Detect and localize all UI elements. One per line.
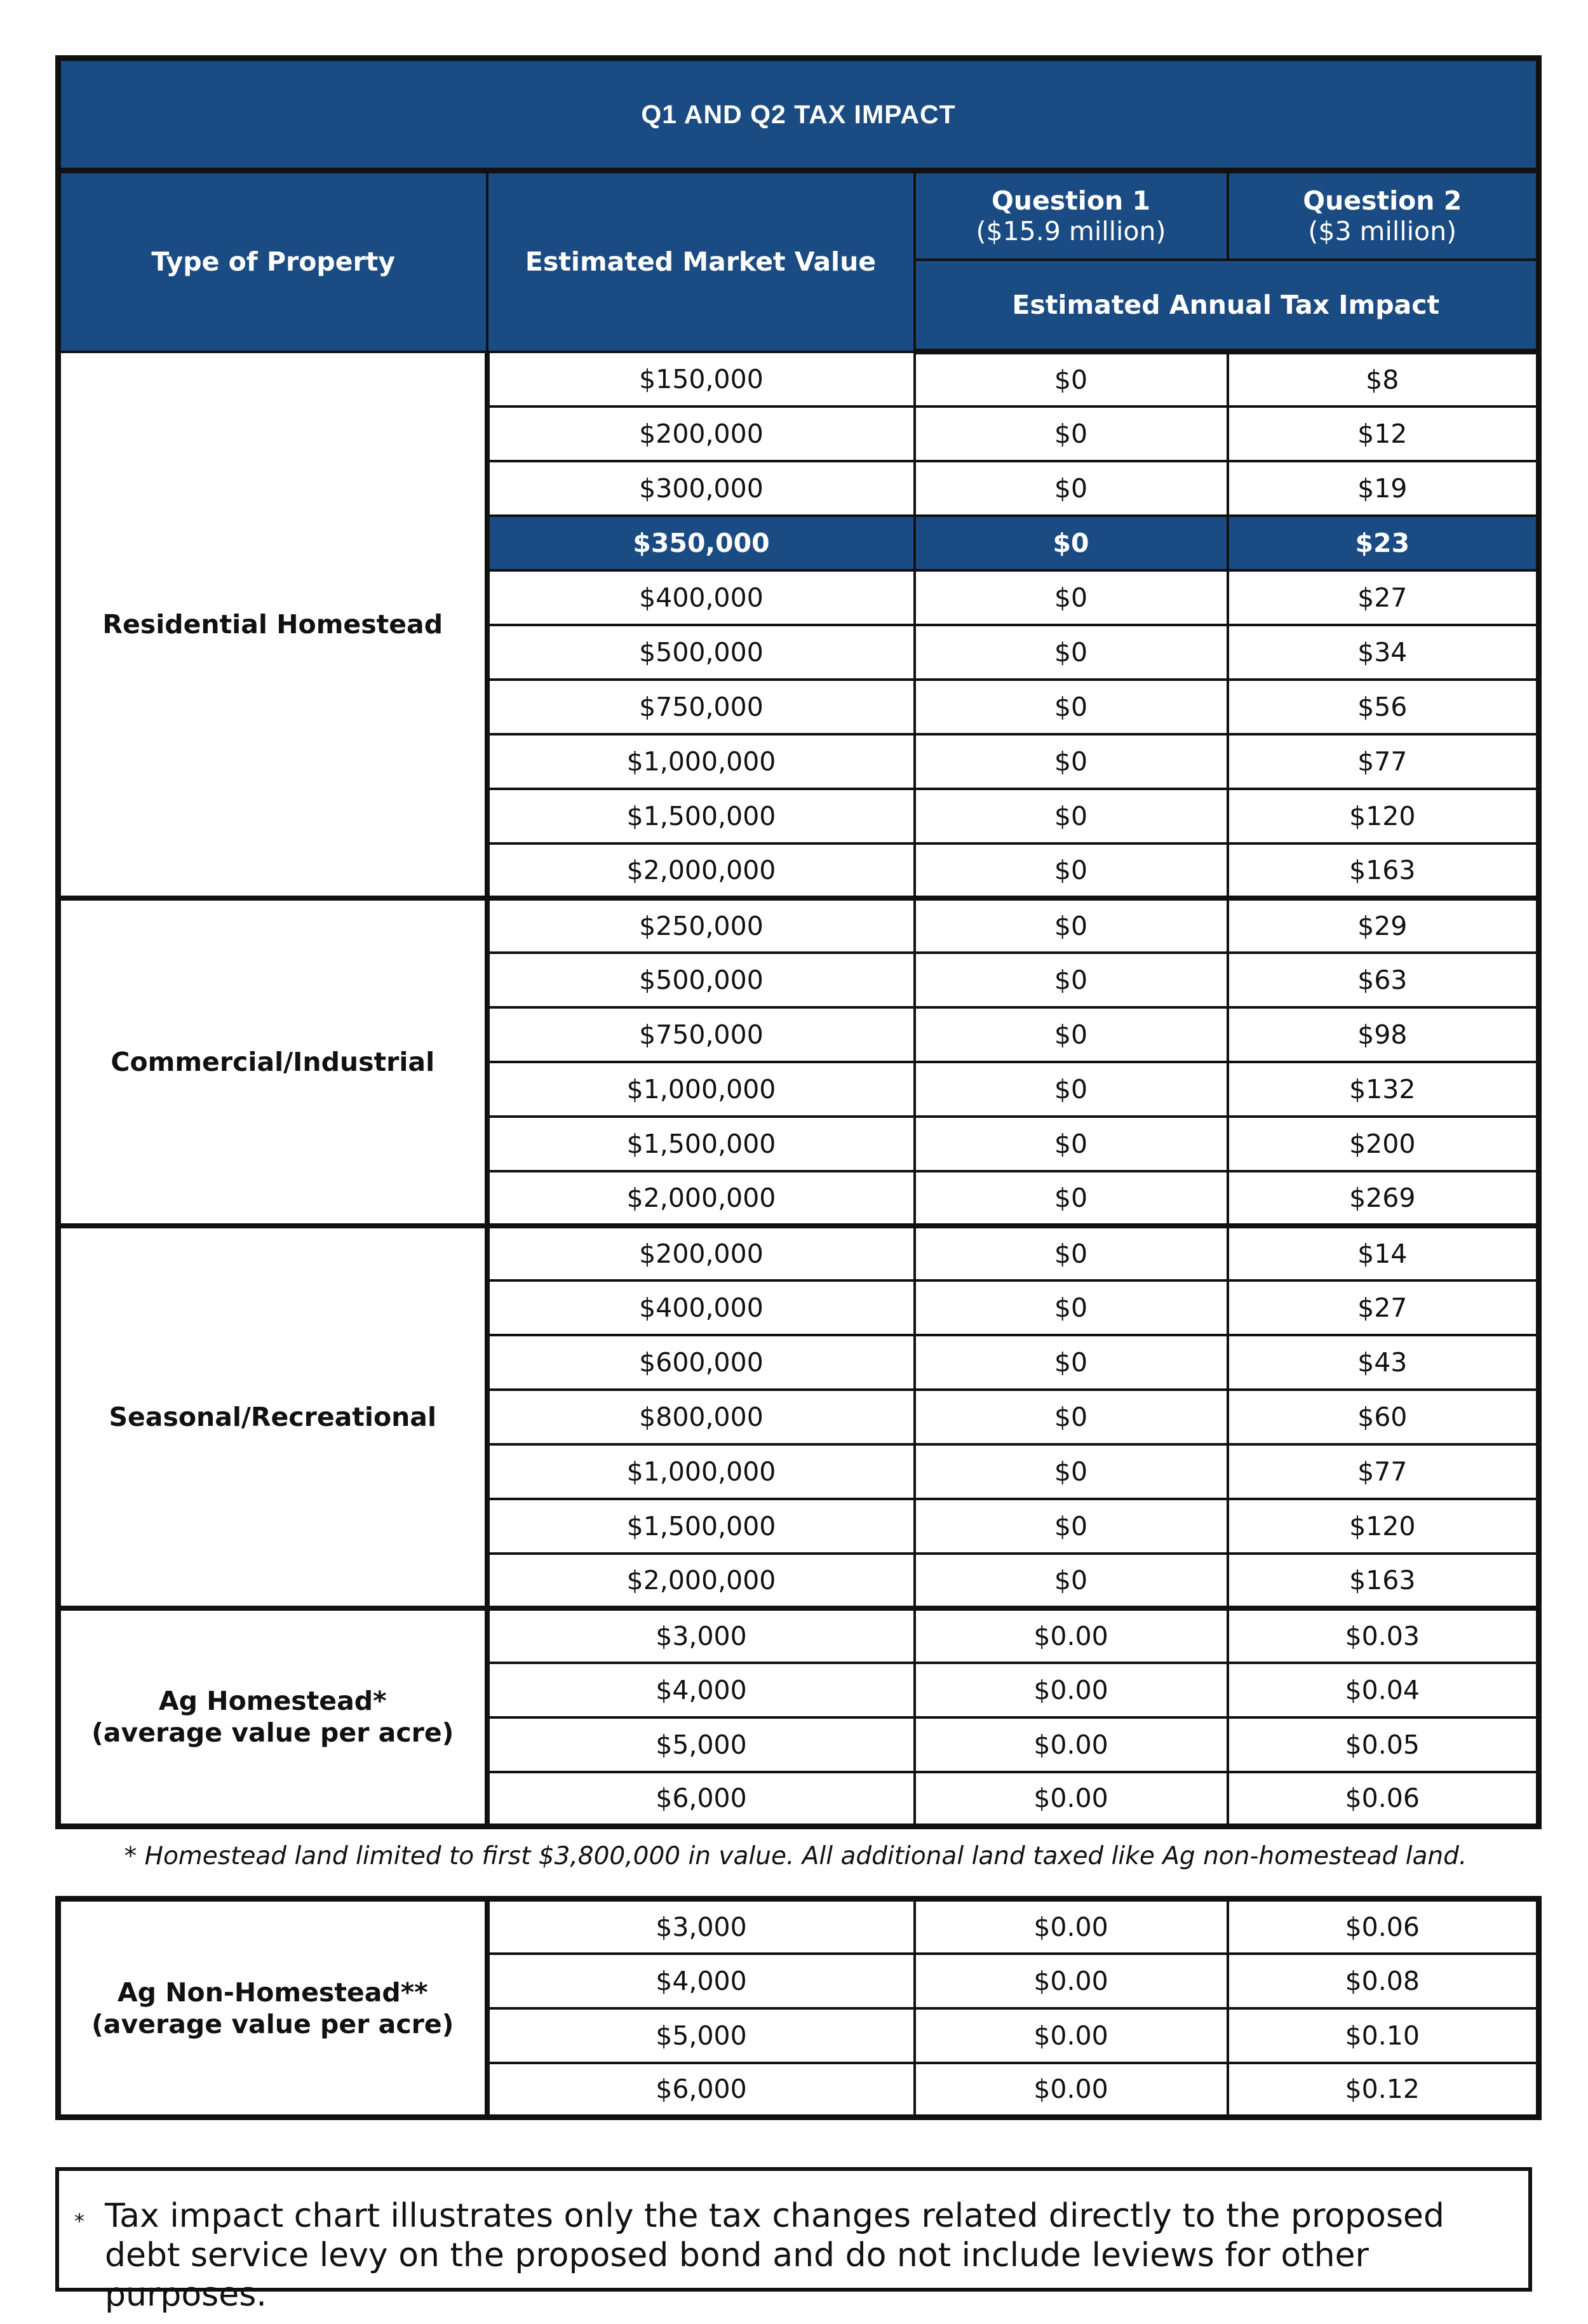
q2-impact-cell: $120	[1228, 789, 1539, 843]
market-value-cell: $4,000	[487, 1663, 915, 1717]
q2-impact-cell: $98	[1228, 1007, 1539, 1062]
market-value-cell: $6,000	[487, 2063, 915, 2118]
q1-impact-cell: $0	[915, 1007, 1228, 1062]
q2-impact-cell: $56	[1228, 680, 1539, 734]
q1-impact-cell: $0	[915, 352, 1228, 406]
q1-amount: ($15.9 million)	[976, 215, 1166, 246]
market-value-cell: $1,000,000	[487, 1444, 915, 1499]
q1-impact-cell: $0.00	[915, 1899, 1228, 1954]
q2-impact-cell: $132	[1228, 1062, 1539, 1117]
property-type-cell	[58, 352, 487, 898]
market-value-cell: $2,000,000	[487, 1171, 915, 1226]
q1-impact-cell: $0.00	[915, 1663, 1228, 1717]
property-type-sublabel: (average value per acre)	[91, 2008, 454, 2039]
q2-impact-cell: $0.04	[1228, 1663, 1539, 1717]
q1-impact-cell: $0	[915, 625, 1228, 680]
market-value-cell: $1,500,000	[487, 1499, 915, 1554]
header-market-value: Estimated Market Value	[487, 171, 915, 352]
q1-impact-cell: $0	[915, 570, 1228, 625]
q1-impact-cell: $0.00	[915, 1717, 1228, 1772]
q2-impact-cell: $0.08	[1228, 1954, 1539, 2008]
q2-impact-cell: $77	[1228, 1444, 1539, 1499]
q2-impact-cell: $0.05	[1228, 1717, 1539, 1772]
q2-impact-cell: $120	[1228, 1499, 1539, 1554]
q2-impact-cell: $163	[1228, 843, 1539, 898]
q1-impact-cell: $0	[915, 680, 1228, 734]
property-type-cell	[58, 1608, 487, 1827]
property-type-label: Seasonal/Recreational	[109, 1401, 437, 1432]
q1-label: Question 1	[991, 185, 1151, 216]
ag-non-homestead-table	[55, 1896, 1542, 2120]
q1-impact-cell: $0	[915, 406, 1228, 461]
q2-impact-cell: $27	[1228, 1280, 1539, 1335]
note-marker: *	[74, 2209, 84, 2233]
q2-impact-cell: $77	[1228, 734, 1539, 789]
market-value-cell: $1,500,000	[487, 789, 915, 843]
property-type-cell	[58, 1226, 487, 1608]
q1-impact-cell: $0	[915, 1280, 1228, 1335]
property-type-sublabel: (average value per acre)	[91, 1717, 454, 1749]
q2-impact-cell: $23	[1228, 516, 1539, 570]
q2-impact-cell: $12	[1228, 406, 1539, 461]
table-row	[58, 1608, 1539, 1663]
header-question-2	[1228, 171, 1539, 260]
market-value-cell: $3,000	[487, 1899, 915, 1954]
market-value-cell: $3,000	[487, 1608, 915, 1663]
q2-impact-cell: $14	[1228, 1226, 1539, 1280]
q1-impact-cell: $0	[915, 461, 1228, 516]
q2-impact-cell: $8	[1228, 352, 1539, 406]
tax-impact-table	[55, 55, 1542, 1829]
property-type-cell	[58, 898, 487, 1226]
q2-impact-cell: $163	[1228, 1554, 1539, 1608]
q2-impact-cell: $27	[1228, 570, 1539, 625]
q1-impact-cell: $0	[915, 1171, 1228, 1226]
header-type-of-property: Type of Property	[58, 171, 487, 352]
q1-impact-cell: $0	[915, 516, 1228, 570]
header-annual-tax-impact: Estimated Annual Tax Impact	[915, 260, 1539, 352]
q1-impact-cell: $0	[915, 1226, 1228, 1280]
q1-impact-cell: $0	[915, 898, 1228, 953]
q1-impact-cell: $0	[915, 1444, 1228, 1499]
q1-impact-cell: $0	[915, 1117, 1228, 1171]
market-value-cell: $2,000,000	[487, 843, 915, 898]
table-row	[58, 1899, 1539, 1954]
q2-label: Question 2	[1303, 185, 1462, 216]
q1-impact-cell: $0.00	[915, 1772, 1228, 1827]
market-value-cell: $1,000,000	[487, 1062, 915, 1117]
property-type-label: Commercial/Industrial	[111, 1046, 435, 1077]
market-value-cell: $1,500,000	[487, 1117, 915, 1171]
q1-impact-cell: $0	[915, 734, 1228, 789]
market-value-cell: $350,000	[487, 516, 915, 570]
q1-impact-cell: $0.00	[915, 2063, 1228, 2118]
q1-impact-cell: $0	[915, 843, 1228, 898]
market-value-cell: $5,000	[487, 2008, 915, 2063]
q2-impact-cell: $60	[1228, 1390, 1539, 1444]
market-value-cell: $500,000	[487, 953, 915, 1007]
q2-impact-cell: $63	[1228, 953, 1539, 1007]
market-value-cell: $300,000	[487, 461, 915, 516]
market-value-cell: $6,000	[487, 1772, 915, 1827]
market-value-cell: $750,000	[487, 1007, 915, 1062]
q1-impact-cell: $0	[915, 1335, 1228, 1390]
header-question-1	[915, 171, 1228, 260]
market-value-cell: $4,000	[487, 1954, 915, 2008]
market-value-cell: $150,000	[487, 352, 915, 406]
market-value-cell: $250,000	[487, 898, 915, 953]
disclaimer-note	[55, 2167, 1532, 2314]
q2-impact-cell: $29	[1228, 898, 1539, 953]
market-value-cell: $1,000,000	[487, 734, 915, 789]
note-text: Tax impact chart illustrates only the tax changes related directly to the proposed debt service levy on the proposed bond and do not include leviews for other purposes.	[105, 2197, 1444, 2314]
market-value-cell: $750,000	[487, 680, 915, 734]
q1-impact-cell: $0	[915, 1554, 1228, 1608]
q2-impact-cell: $43	[1228, 1335, 1539, 1390]
table-row	[58, 1226, 1539, 1280]
market-value-cell: $600,000	[487, 1335, 915, 1390]
q1-impact-cell: $0.00	[915, 2008, 1228, 2063]
market-value-cell: $800,000	[487, 1390, 915, 1444]
market-value-cell: $200,000	[487, 1226, 915, 1280]
table-row	[58, 352, 1539, 406]
property-type-label: Residential Homestead	[102, 608, 443, 640]
q2-amount: ($3 million)	[1308, 215, 1457, 246]
q1-impact-cell: $0.00	[915, 1608, 1228, 1663]
q2-impact-cell: $0.03	[1228, 1608, 1539, 1663]
market-value-cell: $200,000	[487, 406, 915, 461]
q1-impact-cell: $0.00	[915, 1954, 1228, 2008]
q1-impact-cell: $0	[915, 1062, 1228, 1117]
q2-impact-cell: $19	[1228, 461, 1539, 516]
table-row	[58, 898, 1539, 953]
property-type-label: Ag Non-Homestead**	[117, 1977, 428, 2008]
q2-impact-cell: $0.06	[1228, 1899, 1539, 1954]
q1-impact-cell: $0	[915, 953, 1228, 1007]
q2-impact-cell: $200	[1228, 1117, 1539, 1171]
property-type-cell	[58, 1899, 487, 2118]
q2-impact-cell: $0.10	[1228, 2008, 1539, 2063]
page-title: Q1 AND Q2 TAX IMPACT	[58, 58, 1539, 171]
market-value-cell: $400,000	[487, 1280, 915, 1335]
q2-impact-cell: $269	[1228, 1171, 1539, 1226]
q1-impact-cell: $0	[915, 1390, 1228, 1444]
q1-impact-cell: $0	[915, 789, 1228, 843]
homestead-footnote: * Homestead land limited to first $3,800,000 in value. All additional land taxed like Ag non-homestead land.	[124, 1842, 1467, 1871]
market-value-cell: $400,000	[487, 570, 915, 625]
q2-impact-cell: $0.12	[1228, 2063, 1539, 2118]
market-value-cell: $500,000	[487, 625, 915, 680]
q2-impact-cell: $0.06	[1228, 1772, 1539, 1827]
q1-impact-cell: $0	[915, 1499, 1228, 1554]
q2-impact-cell: $34	[1228, 625, 1539, 680]
market-value-cell: $2,000,000	[487, 1554, 915, 1608]
property-type-label: Ag Homestead*	[158, 1686, 387, 1717]
market-value-cell: $5,000	[487, 1717, 915, 1772]
